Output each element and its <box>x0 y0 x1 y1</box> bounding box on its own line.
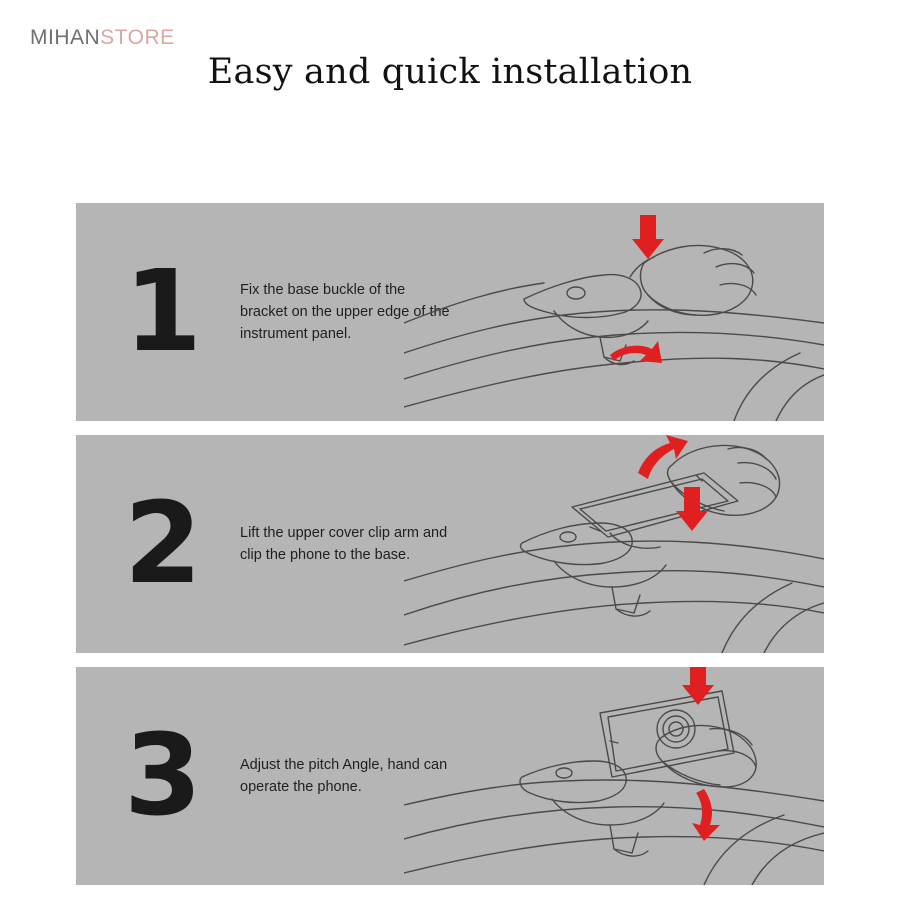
step-illustration-1 <box>404 203 824 421</box>
steps-list <box>76 203 824 899</box>
arrow-down-icon-1 <box>632 215 664 259</box>
brand-logo <box>30 26 175 50</box>
step-number-3: 3 <box>124 711 202 841</box>
step-text-1: Fix the base buckle of the bracket on the upper edge of the instrument panel. <box>240 282 450 342</box>
step-text-3: Adjust the pitch Angle, hand can operate the phone. <box>240 757 448 795</box>
step-panel-2 <box>76 435 824 653</box>
arrow-down-curve-icon-3 <box>692 789 720 841</box>
arrow-curve-icon-1 <box>610 341 662 363</box>
step-number-1: 1 <box>124 247 202 377</box>
page-title: Easy and quick installation <box>207 52 693 92</box>
step-panel-3 <box>76 667 824 885</box>
step-text-2: Lift the upper cover clip arm and clip the phone to the base. <box>240 525 448 563</box>
step-illustration-3 <box>404 667 824 885</box>
brand-logo-part1: MIHAN <box>30 26 101 49</box>
step-panel-1 <box>76 203 824 421</box>
arrow-up-curve-icon-2 <box>638 435 688 479</box>
step-illustration-2 <box>404 435 824 653</box>
brand-logo-part2: STORE <box>100 26 175 49</box>
step-number-2: 2 <box>124 479 202 609</box>
